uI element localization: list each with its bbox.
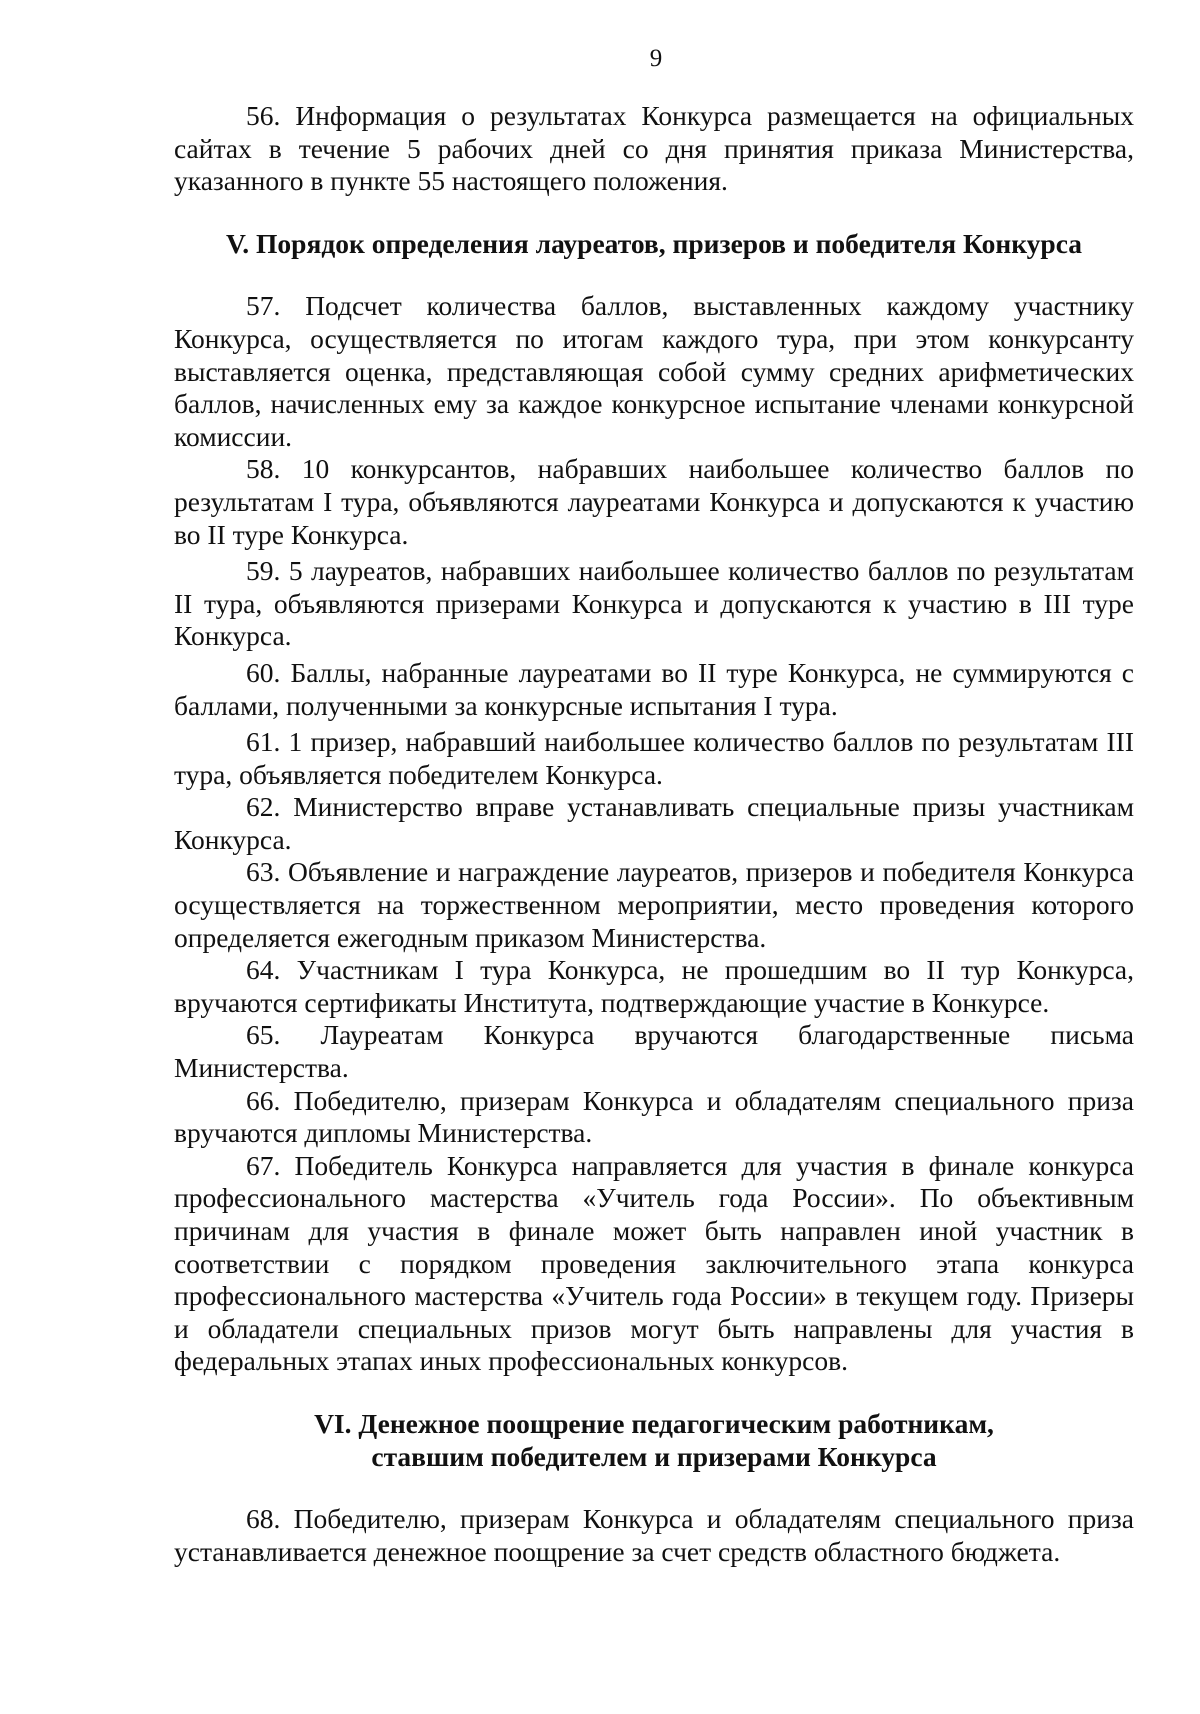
paragraph-65: 65. Лауреатам Конкурса вручаются благодарственные письма Министерства. [174,1019,1134,1084]
paragraph-66: 66. Победителю, призерам Конкурса и обладателям специального приза вручаются дипломы Министерства. [174,1084,1134,1149]
paragraph-58: 58. 10 конкурсантов, набравших наибольшее количество баллов по результатам I тура, объявляются лауреатами Конкурса и допускаются к участию во II туре Конкурса. [174,453,1134,550]
paragraph-62: 62. Министерство вправе устанавливать специальные призы участникам Конкурса. [174,791,1134,855]
paragraph-59: 59. 5 лауреатов, набравших наибольшее количество баллов по результатам II тура, объявляются призерами Конкурса и допускаются к участию в III туре Конкурса. [174,555,1134,652]
paragraph-61: 61. 1 призер, набравший наибольшее количество баллов по результатам III тура, объявляется победителем Конкурса. [174,726,1134,790]
section-vi-heading [174,1408,1134,1473]
paragraph-60: 60. Баллы, набранные лауреатами во II туре Конкурса, не суммируются с баллами, полученными за конкурсные испытания I тура. [174,656,1134,721]
section-vi-heading-line-1: VI. Денежное поощрение педагогическим работникам, [314,1407,994,1439]
paragraph-56: 56. Информация о результатах Конкурса размещается на официальных сайтах в течение 5 рабочих дней со дня принятия приказа Министерства, указанного в пункте 55 настоящего положения. [174,100,1134,197]
section-v-heading: V. Порядок определения лауреатов, призеров и победителя Конкурса [225,227,1083,259]
document-body [174,100,1134,1568]
paragraph-64: 64. Участникам I тура Конкурса, не прошедшим во II тур Конкурса, вручаются сертификаты Института, подтверждающие участие в Конкурсе. [174,954,1134,1018]
paragraph-67: 67. Победитель Конкурса направляется для участия в финале конкурса профессионального мастерства «Учитель года России». По объективным причинам для участия в финале может быть направлен иной участник в соответствии с порядком проведения заключительного этапа конкурса профессионального мастерства «Учитель года России» в текущем году. Призеры и обладатели специальных призов могут быть направлены для участия в федеральных этапах иных профессиональных конкурсов. [174,1149,1134,1377]
page-number: 9 [649,45,663,72]
section-vi-heading-line-2: ставшим победителем и призерами Конкурса [371,1440,937,1472]
paragraph-63: 63. Объявление и награждение лауреатов, призеров и победителя Конкурса осуществляется на торжественном мероприятии, место проведения которого определяется ежегодным приказом Министерства. [174,856,1134,953]
paragraph-57: 57. Подсчет количества баллов, выставленных каждому участнику Конкурса, осуществляется по итогам каждого тура, при этом конкурсанту выставляется оценка, представляющая собой сумму средних арифметических баллов, начисленных ему за каждое конкурсное испытание членами конкурсной комиссии. [174,290,1134,452]
paragraph-68: 68. Победителю, призерам Конкурса и обладателям специального приза устанавливается денежное поощрение за счет средств областного бюджета. [174,1503,1134,1567]
